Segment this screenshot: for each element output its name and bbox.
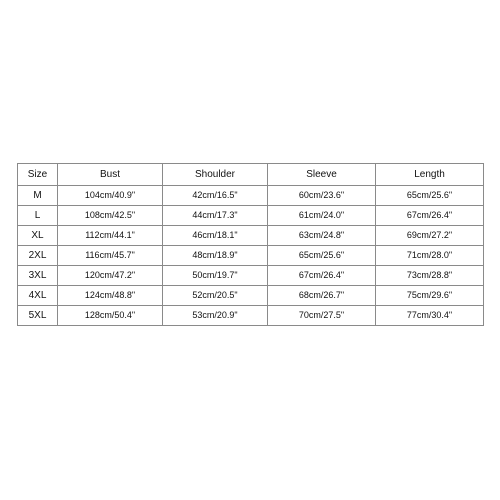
table-row	[18, 266, 484, 286]
cell-size: 3XL	[18, 266, 58, 286]
cell-bust: 112cm/44.1"	[58, 226, 163, 246]
cell-length: 71cm/28.0"	[376, 246, 484, 266]
cell-length: 73cm/28.8"	[376, 266, 484, 286]
cell-sleeve: 68cm/26.7"	[268, 286, 376, 306]
cell-size: L	[18, 206, 58, 226]
cell-length: 75cm/29.6"	[376, 286, 484, 306]
cell-sleeve: 65cm/25.6"	[268, 246, 376, 266]
cell-shoulder: 48cm/18.9"	[163, 246, 268, 266]
table-row	[18, 306, 484, 326]
table-row	[18, 186, 484, 206]
cell-size: 2XL	[18, 246, 58, 266]
cell-bust: 108cm/42.5"	[58, 206, 163, 226]
cell-sleeve: 63cm/24.8"	[268, 226, 376, 246]
cell-sleeve: 67cm/26.4"	[268, 266, 376, 286]
cell-length: 65cm/25.6"	[376, 186, 484, 206]
header-size: Size	[18, 164, 58, 186]
size-chart-table	[17, 163, 484, 326]
cell-shoulder: 50cm/19.7"	[163, 266, 268, 286]
header-row	[18, 164, 484, 186]
cell-sleeve: 60cm/23.6"	[268, 186, 376, 206]
header-shoulder: Shoulder	[163, 164, 268, 186]
header-length: Length	[376, 164, 484, 186]
cell-bust: 104cm/40.9"	[58, 186, 163, 206]
cell-length: 67cm/26.4"	[376, 206, 484, 226]
cell-shoulder: 46cm/18.1"	[163, 226, 268, 246]
cell-size: M	[18, 186, 58, 206]
cell-shoulder: 52cm/20.5"	[163, 286, 268, 306]
cell-shoulder: 53cm/20.9"	[163, 306, 268, 326]
cell-sleeve: 61cm/24.0"	[268, 206, 376, 226]
cell-sleeve: 70cm/27.5"	[268, 306, 376, 326]
header-bust: Bust	[58, 164, 163, 186]
cell-bust: 128cm/50.4"	[58, 306, 163, 326]
cell-bust: 116cm/45.7"	[58, 246, 163, 266]
cell-size: 5XL	[18, 306, 58, 326]
cell-size: XL	[18, 226, 58, 246]
cell-size: 4XL	[18, 286, 58, 306]
header-sleeve: Sleeve	[268, 164, 376, 186]
cell-length: 69cm/27.2"	[376, 226, 484, 246]
cell-shoulder: 44cm/17.3"	[163, 206, 268, 226]
cell-bust: 120cm/47.2"	[58, 266, 163, 286]
table-row	[18, 226, 484, 246]
table-row	[18, 206, 484, 226]
table-row	[18, 246, 484, 266]
cell-bust: 124cm/48.8"	[58, 286, 163, 306]
table-row	[18, 286, 484, 306]
cell-shoulder: 42cm/16.5"	[163, 186, 268, 206]
cell-length: 77cm/30.4"	[376, 306, 484, 326]
